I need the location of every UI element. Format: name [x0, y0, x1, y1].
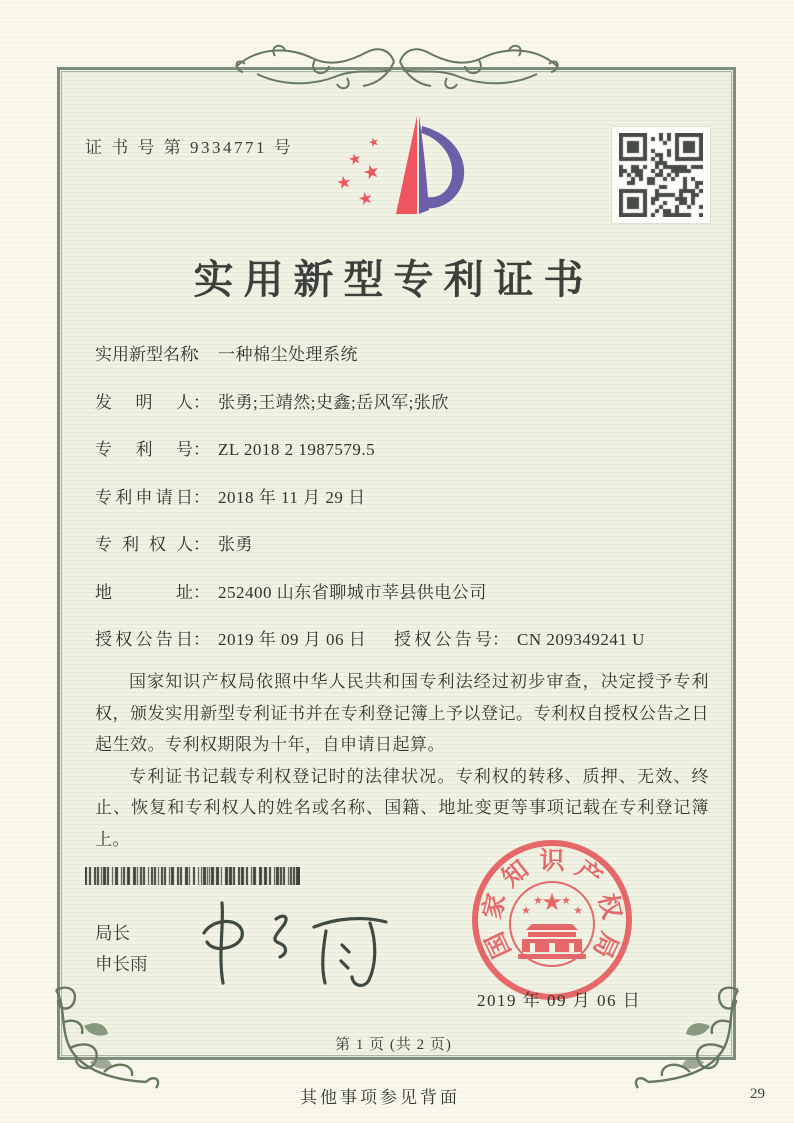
- field-value: CN 209349241 U: [517, 630, 645, 649]
- certificate-number: 证 书 号 第 9334771 号: [85, 138, 294, 157]
- svg-text:局: 局: [587, 927, 623, 962]
- cnipa-patent-logo-icon: [320, 108, 472, 228]
- svg-text:权: 权: [592, 891, 625, 922]
- svg-text:★: ★: [521, 904, 531, 917]
- certificate-fields: [95, 344, 707, 677]
- director-signature-icon: [192, 893, 407, 995]
- field-grant-number: [394, 629, 645, 651]
- field-label: 地址: [95, 582, 193, 602]
- svg-text:★: ★: [334, 171, 354, 195]
- signer-title: 局长: [95, 923, 130, 943]
- field-label: 发明人: [95, 392, 193, 412]
- field-colon: ：: [193, 392, 210, 412]
- svg-text:★: ★: [541, 888, 563, 916]
- field-address: [95, 582, 707, 604]
- field-grant-date-and-number: [95, 629, 707, 651]
- field-label: 授权公告号: [394, 630, 492, 649]
- qr-code-canvas: [619, 133, 703, 217]
- seal-date: 2019 年 09 月 06 日: [477, 991, 642, 1010]
- page-number-info: 第 1 页 (共 2 页): [335, 1037, 452, 1053]
- qr-code: [612, 127, 710, 223]
- certificate-title: 实用新型专利证书: [193, 257, 594, 302]
- official-seal-icon: [470, 838, 634, 1002]
- svg-text:知: 知: [497, 855, 534, 893]
- field-patentee: [95, 534, 707, 556]
- field-utility-model-name: [95, 344, 707, 366]
- field-value: 一种棉尘处理系统: [218, 345, 358, 364]
- svg-text:国: 国: [481, 927, 517, 962]
- field-label: 授权公告日: [95, 630, 193, 649]
- signer-block: [95, 918, 148, 980]
- field-colon: ：: [193, 582, 210, 602]
- top-flourish-ornament-icon: [227, 38, 567, 100]
- svg-text:★: ★: [346, 148, 364, 170]
- field-label: 专利号: [95, 440, 193, 459]
- svg-text:★: ★: [573, 904, 583, 917]
- field-label: 专利权人: [95, 535, 193, 554]
- field-inventors: [95, 392, 707, 414]
- svg-text:★: ★: [366, 133, 382, 151]
- svg-text:产: 产: [570, 855, 607, 893]
- legal-text: [95, 666, 709, 855]
- field-colon: ：: [193, 440, 210, 459]
- signer-name: 申长雨: [95, 954, 148, 974]
- field-colon: ：: [492, 630, 509, 649]
- field-value: 张勇: [218, 535, 253, 554]
- field-colon: ：: [193, 487, 210, 507]
- field-value: ZL 2018 2 1987579.5: [218, 440, 376, 459]
- svg-text:★: ★: [561, 894, 571, 907]
- svg-text:★: ★: [355, 187, 376, 211]
- field-label: 实用新型名称: [95, 345, 197, 364]
- field-value: 252400 山东省聊城市莘县供电公司: [218, 582, 487, 602]
- field-colon: ：: [193, 535, 210, 554]
- field-patent-number: [95, 439, 707, 461]
- field-value: 张勇;王靖然;史鑫;岳风军;张欣: [218, 392, 449, 412]
- svg-text:★: ★: [360, 159, 383, 186]
- field-value: 2019 年 09 月 06 日: [218, 630, 367, 649]
- field-label: 专利申请日: [95, 487, 193, 507]
- legal-paragraph-register: 专利证书记载专利权登记时的法律状况。专利权的转移、质押、无效、终止、恢复和专利权人的姓名或名称、国籍、地址变更等事项记载在专利登记簿上。: [95, 766, 709, 849]
- barcode: [85, 867, 300, 885]
- field-value: 2018 年 11 月 29 日: [218, 487, 366, 507]
- svg-text:家: 家: [479, 891, 512, 922]
- field-colon: ：: [193, 630, 210, 649]
- legal-paragraph-grant: 国家知识产权局依照中华人民共和国专利法经过初步审查，决定授予专利权，颁发实用新型专利证书并在专利登记簿上予以登记。专利权自授权公告之日起生效。专利权期限为十年，自申请日起算。: [95, 672, 709, 754]
- field-filing-date: [95, 487, 707, 509]
- back-side-note: 其他事项参见背面: [300, 1088, 460, 1107]
- field-colon: ：: [193, 345, 210, 364]
- scan-page-number: 29: [750, 1086, 765, 1102]
- svg-text:识: 识: [539, 848, 565, 875]
- svg-text:★: ★: [533, 894, 543, 907]
